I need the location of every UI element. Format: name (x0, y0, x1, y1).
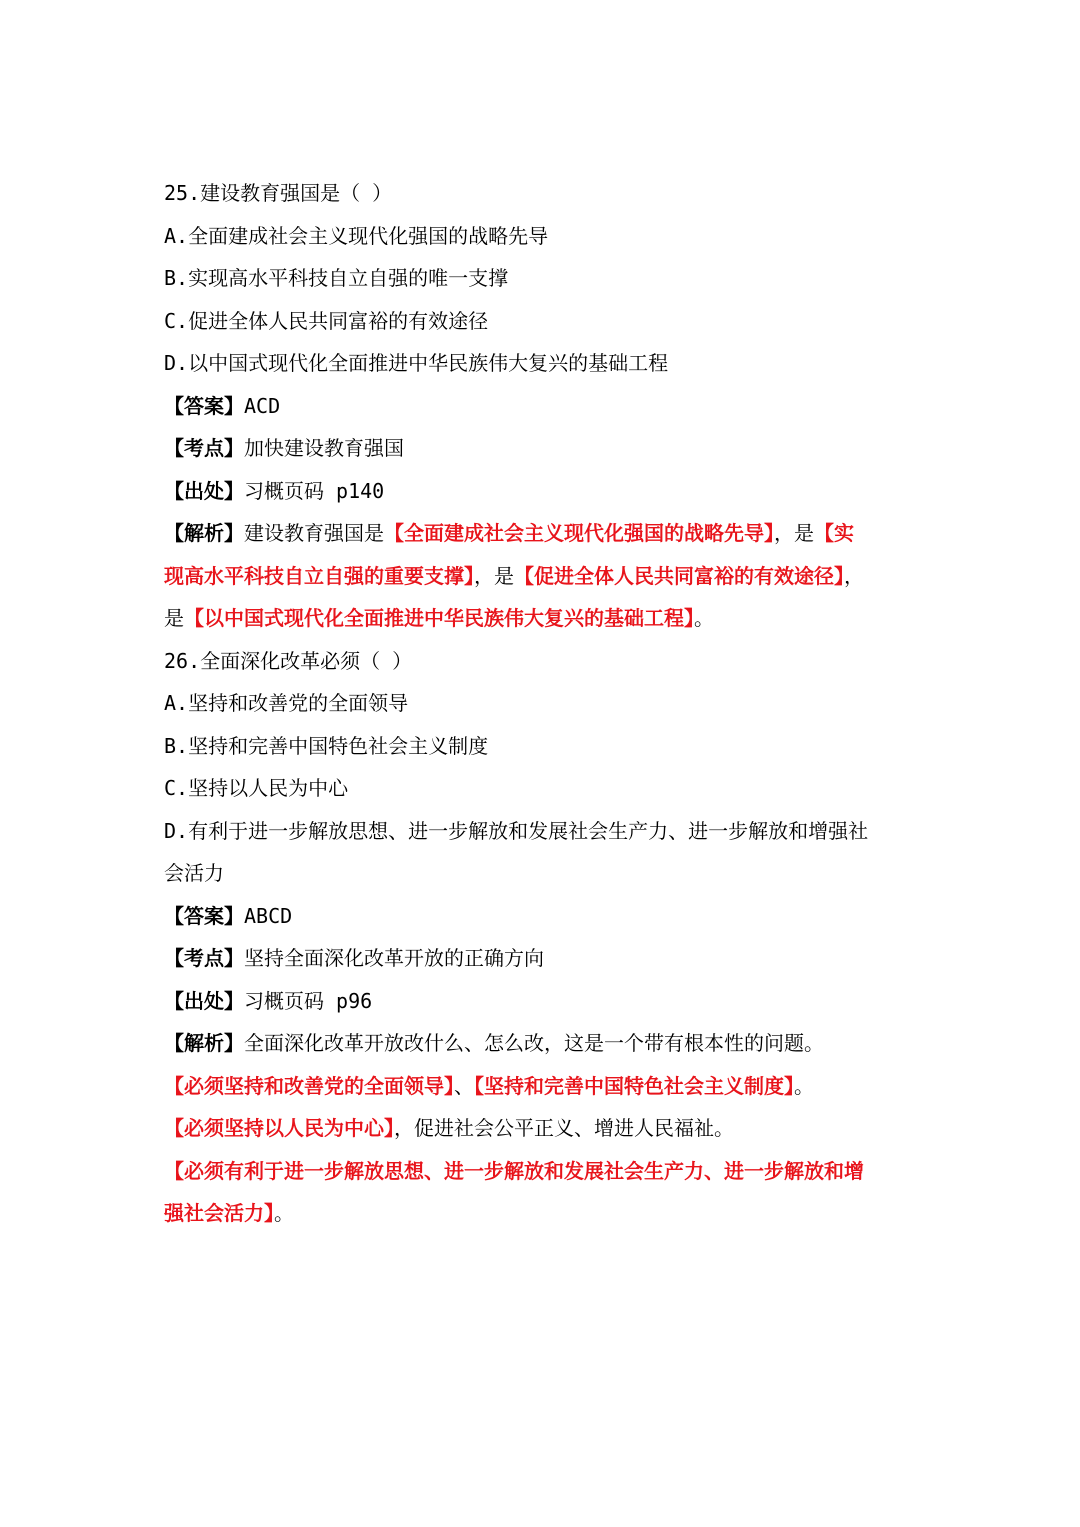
answer-value: ACD (244, 393, 281, 418)
question-26-analysis-line-3 (164, 1107, 924, 1150)
topic-value: 坚持全面深化改革开放的正确方向 (244, 946, 544, 970)
topic-label: 【考点】 (164, 946, 244, 970)
analysis-text: ，是 (474, 563, 514, 588)
analysis-highlight: 【必须坚持和改善党的全面领导】 (164, 1073, 454, 1098)
question-26-analysis-line-5 (164, 1192, 924, 1235)
question-25-option-a: A.全面建成社会主义现代化强国的战略先导 (164, 223, 549, 248)
analysis-text: 。 (274, 1201, 294, 1225)
answer-label: 【答案】 (164, 903, 244, 928)
question-26-stem: 26.全面深化改革必须（ ） (164, 648, 413, 673)
question-25-option-b: B.实现高水平科技自立自强的唯一支撑 (164, 266, 509, 290)
analysis-text: ，促进社会公平正义、增进人民福祉。 (394, 1116, 734, 1140)
question-25-analysis-line-2 (164, 555, 924, 598)
analysis-highlight: 现高水平科技自立自强的重要支撑】 (164, 563, 474, 588)
analysis-text: 。 (694, 606, 714, 630)
topic-label: 【考点】 (164, 436, 244, 460)
answer-value: ABCD (244, 903, 293, 928)
question-26-option-d: D.有利于进一步解放思想、进一步解放和发展社会生产力、进一步解放和增强社 (164, 818, 869, 843)
analysis-highlight: 【全面建成社会主义现代化强国的战略先导】 (384, 521, 774, 545)
analysis-label: 【解析】 (164, 521, 244, 545)
question-26-analysis-line-4 (164, 1150, 924, 1193)
question-25-analysis-line-3 (164, 597, 924, 640)
analysis-highlight: 【必须坚持以人民为中心】 (164, 1116, 394, 1140)
question-26-option-c: C.坚持以人民为中心 (164, 776, 349, 800)
question-26-option-d-continued: 会活力 (164, 861, 224, 885)
analysis-highlight: 【促进全体人民共同富裕的有效途径】 (514, 563, 844, 588)
analysis-text: 、 (454, 1073, 474, 1098)
question-25-stem: 25.建设教育强国是（ ） (164, 181, 393, 205)
analysis-label: 【解析】 (164, 1031, 244, 1055)
source-label: 【出处】 (164, 478, 244, 503)
analysis-highlight: 强社会活力】 (164, 1201, 274, 1225)
question-25-source (164, 470, 924, 513)
source-label: 【出处】 (164, 988, 244, 1013)
question-26-topic (164, 937, 924, 980)
topic-value: 加快建设教育强国 (244, 436, 404, 460)
analysis-text: 全面深化改革开放改什么、怎么改，这是一个带有根本性的问题。 (244, 1031, 824, 1055)
question-25-topic (164, 427, 924, 470)
analysis-highlight: 【以中国式现代化全面推进中华民族伟大复兴的基础工程】 (184, 606, 694, 630)
question-26-source (164, 980, 924, 1023)
analysis-text: 建设教育强国是 (244, 521, 384, 545)
analysis-text: 是 (164, 606, 184, 630)
analysis-highlight: 【坚持和完善中国特色社会主义制度】 (474, 1073, 794, 1098)
question-25-answer (164, 385, 924, 428)
analysis-text: ， (844, 563, 864, 588)
analysis-highlight: 【实 (814, 521, 854, 545)
question-26-option-a: A.坚持和改善党的全面领导 (164, 691, 409, 715)
analysis-text: 。 (794, 1073, 814, 1098)
analysis-highlight: 【必须有利于进一步解放思想、进一步解放和发展社会生产力、进一步解放和增 (164, 1158, 864, 1183)
question-26-analysis-line-2 (164, 1065, 924, 1108)
question-26-option-b: B.坚持和完善中国特色社会主义制度 (164, 733, 489, 758)
source-value: 习概页码 p140 (244, 478, 385, 503)
question-25-option-d: D.以中国式现代化全面推进中华民族伟大复兴的基础工程 (164, 351, 669, 375)
question-26-answer (164, 895, 924, 938)
question-26-analysis-line-1 (164, 1022, 924, 1065)
question-25-analysis-line-1 (164, 512, 924, 555)
document-page (164, 172, 924, 1235)
analysis-text: ，是 (774, 521, 814, 545)
question-25-option-c: C.促进全体人民共同富裕的有效途径 (164, 308, 489, 333)
source-value: 习概页码 p96 (244, 988, 373, 1013)
answer-label: 【答案】 (164, 393, 244, 418)
